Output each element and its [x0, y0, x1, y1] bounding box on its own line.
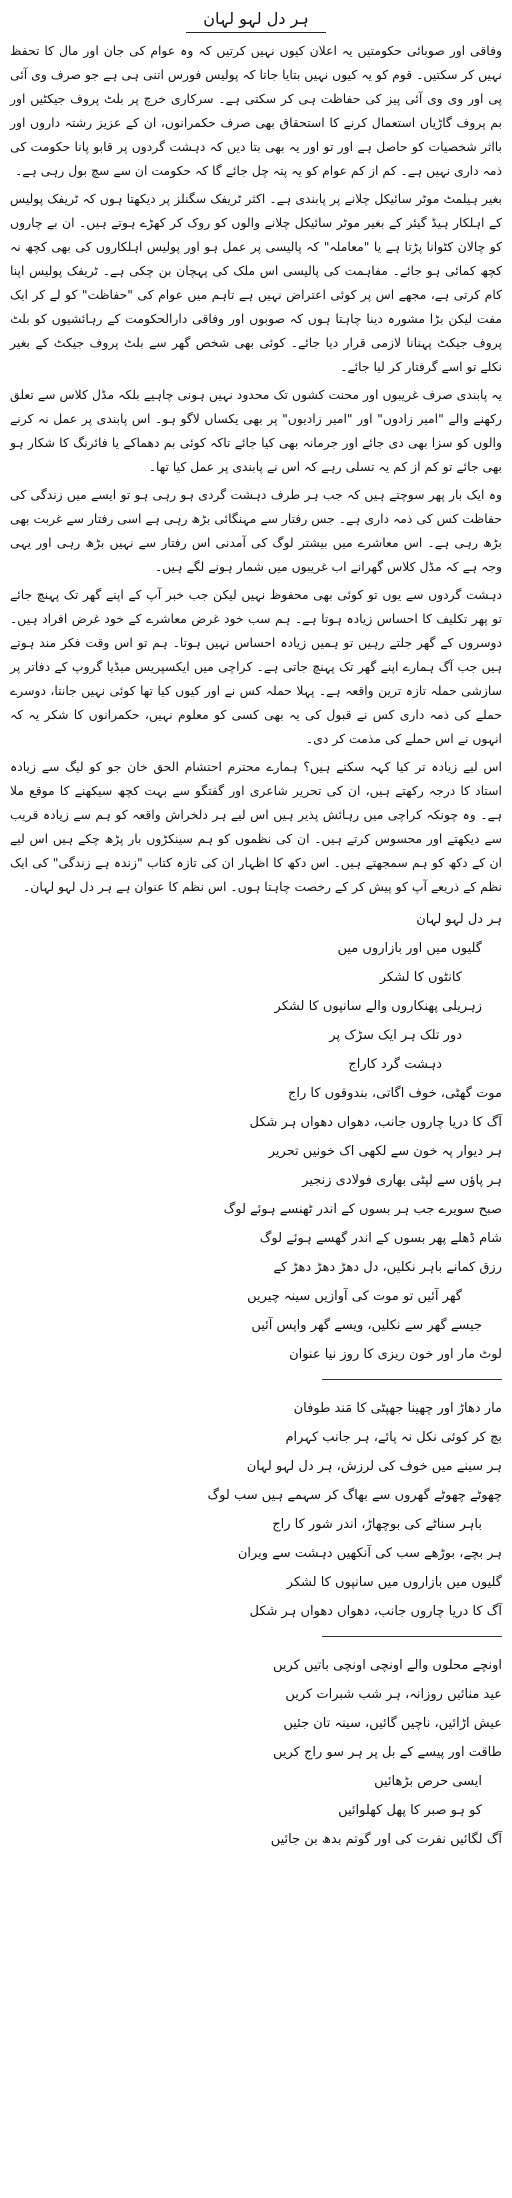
article-paragraph: یہ پابندی صرف غریبوں اور محنت کشوں تک محدود نہیں ہونی چاہیے بلکہ مڈل کلاس سے تعلق رکھنے والے "امیر زادوں" اور "امیر زادیوں" پر بھی یکساں لاگو ہو۔ اس پابندی پر عمل نہ کرنے والوں کو سزا بھی دی جائے اور جرمانہ بھی کیا جائے تاکہ کوئی بم دھماکے یا فائرنگ کا شکار ہو بھی جائے تو کم از کم یہ تسلی رہے کہ اس نے پابندی پر عمل کیا تھا۔ [10, 387, 502, 474]
poem-line: کانٹوں کا لشکر [379, 970, 462, 985]
poem-line: ہر دیوار پہ خون سے لکھی اک خونیں تحریر [268, 1144, 502, 1159]
poem-line: زہریلی پھنکاروں والے سانپوں کا لشکر [274, 999, 482, 1014]
poem-line: باہر سناٹے کی بوچھاڑ، اندر شور کا راج [272, 1517, 482, 1532]
poem-stanza [10, 905, 502, 1369]
stanza-divider [322, 1636, 502, 1637]
poem-line: آگ کا دریا چاروں جانب، دھواں دھواں ہر شکل [249, 1604, 502, 1619]
poem-line: دور تلک ہر ایک سڑک پر [329, 1028, 462, 1043]
poem-line: ایسی حرص بڑھائیں [374, 1774, 482, 1789]
poem-line: ہر سینے میں خوف کی لرزش، ہر دل لہو لہان [246, 1459, 502, 1474]
poem-line: ہر بچے، بوڑھے سب کی آنکھیں دہشت سے ویران [237, 1546, 502, 1561]
poem-line: عیش اڑائیں، ناچیں گائیں، سینہ تان جئیں [283, 1716, 502, 1731]
poem-line: ہر پاؤں سے لپٹی بھاری فولادی زنجیر [302, 1173, 502, 1188]
poem-line: موت گھٹی، خوف اگاتی، بندوقوں کا راج [287, 1086, 502, 1101]
poem-line: عید منائیں روزانہ، ہر شب شبرات کریں [285, 1687, 502, 1702]
article-paragraph: دہشت گردوں سے یوں تو کوئی بھی محفوظ نہیں لیکن جب خبر آپ کے اپنے گھر تک پہنچ جائے تو پھر تکلیف کا احساس زیادہ ہوتا ہے۔ ہم سب خود غرض معاشرے کے خود غرض افراد ہیں۔ دوسروں کے گھر جلتے رہیں تو ہمیں زیادہ احساس نہیں ہوتا۔ ہم تو اس وقت فکر مند ہوتے ہیں جب آگ ہمارے اپنے گھر تک پہنچ جاتی ہے۔ کراچی میں ایکسپریس میڈیا گروپ کے دفاتر پر سازشی حملہ تازہ ترین واقعہ ہے۔ پہلا حملہ کس نے اور کیوں کیا تھا کوئی نہیں جانتا، دوسرے حملے کی ذمہ داری کس نے قبول کی یہ بھی کسی کو معلوم نہیں، حکمرانوں کا شکر یہ کہ انہوں نے اس حملے کی مذمت کر دی۔ [10, 587, 502, 746]
poem-line: طاقت اور پیسے کے بل پر ہر سو راج کریں [272, 1745, 502, 1760]
article-title: ہر دل لہو لہان [186, 8, 326, 33]
poem-stanza [10, 1394, 502, 1626]
poem-line: آگ کا دریا چاروں جانب، دھواں دھواں ہر شکل [249, 1115, 502, 1130]
poem-line: مار دھاڑ اور چھینا جھپٹی کا مَند طوفان [293, 1401, 502, 1416]
poem-line: صبح سویرے جب ہر بسوں کے اندر ٹھنسے ہوئے لوگ [223, 1202, 502, 1217]
poem-line: چھوٹے چھوٹے گھروں سے بھاگ کر سہمے ہیں سب لوگ [207, 1488, 502, 1503]
poem-line: ہر دل لہو لہان [416, 912, 502, 927]
article-paragraph: اس لیے زیادہ تر کیا کہہ سکتے ہیں؟ ہمارے محترم احتشام الحق خان جو کو لیگ سے زیادہ استاد کا درجہ رکھتے ہیں، ان کی تحریر شاعری اور گفتگو سے بہت کچھ سیکھنے کا موقع ملا ہے۔ وہ چونکہ کراچی میں رہائش پذیر ہیں اس لیے ہر دلخراش واقعہ کو ہم سے زیادہ قریب سے دیکھتے اور محسوس کرتے ہیں۔ ان کی نظموں کو ہم سینکڑوں بار پڑھ چکے ہیں اس لیے ان کے دکھ کو ہم سمجھتے ہیں۔ اس دکھ کا اظہار ان کی تازہ کتاب "زندہ ہے زندگی" کی ایک نظم کے ذریعے آپ کو پیش کر کے رخصت چاہتا ہوں۔ اس نظم کا عنوان ہے ہر دل لہو لہان۔ [10, 759, 502, 894]
poem-line: شام ڈھلے پھر بسوں کے اندر گھسے ہوئے لوگ [259, 1231, 502, 1246]
poem-line: رزق کمانے باہر نکلیں، دل دھڑ دھڑ دھڑ کے [273, 1260, 502, 1275]
poem-line: اونچے محلوں والے اونچی اونچی باتیں کریں [272, 1658, 502, 1673]
poem [10, 905, 502, 1854]
poem-line: لوٹ مار اور خون ریزی کا روز نیا عنوان [289, 1347, 502, 1362]
article-paragraph: وہ ایک بار پھر سوچتے ہیں کہ جب ہر طرف دہشت گردی ہو رہی ہو تو ایسے میں زندگی کی حفاظت کس کی ذمہ داری ہے۔ جس رفتار سے مہنگائی بڑھ رہی ہے اسی رفتار سے غربت بھی بڑھ رہی ہے۔ اس معاشرے میں بیشتر لوگ کی آمدنی اس رفتار سے نہیں بڑھ رہی اور یہی وجہ ہے کہ مڈل کلاس گھرانے اب غریبوں میں شمار ہونے لگے ہیں۔ [10, 487, 502, 574]
poem-line: گلیوں میں اور بازاروں میں [337, 941, 482, 956]
poem-line: آگ لگائیں نفرت کی اور گوتم بدھ بن جائیں [270, 1832, 502, 1847]
poem-line: بچ کر کوئی نکل نہ پائے، ہر جانب کہرام [285, 1430, 502, 1445]
poem-line: جیسے گھر سے نکلیں، ویسے گھر واپس آئیں [251, 1318, 482, 1333]
poem-line: دہشت گرد کاراج [348, 1057, 442, 1072]
poem-line: گلیوں میں بازاروں میں سانپوں کا لشکر [286, 1575, 502, 1590]
poem-line: کو ہو صبر کا پھل کھلوائیں [338, 1803, 482, 1818]
article-body [10, 39, 502, 899]
article-paragraph: وفاقی اور صوبائی حکومتیں یہ اعلان کیوں نہیں کرتیں کہ وہ عوام کی جان اور مال کا تحفظ نہیں کر سکتیں۔ قوم کو یہ کیوں نہیں بتایا جاتا کہ پولیس فورس اتنی ہی ہے جو صرف وی آئی پی اور وی وی آئی پیز کی حفاظت ہی کر سکتی ہے۔ سرکاری خرچ پر بلٹ پروف جیکٹیں اور بم پروف گاڑیاں استعمال کرنے کا استحقاق بھی صرف حکمرانوں، ان کے عزیز رشتہ داروں اور بااثر شخصیات کو حاصل ہے اور تو اور یہ بھی بتا دیں کہ دہشت گردوں پر قابو پانا حکومت کی ذمہ داری نہیں ہے۔ کم از کم عوام کو یہ پتہ چل جائے گا کہ حکومت ان سے سچ بول رہی ہے۔ [10, 43, 502, 178]
poem-stanza [10, 1651, 502, 1854]
stanza-divider [322, 1379, 502, 1380]
poem-line: گھر آئیں تو موت کی آوازیں سینہ چیریں [247, 1289, 462, 1304]
article-paragraph: بغیر ہیلمٹ موٹر سائیکل چلانے پر پابندی ہے۔ اکثر ٹریفک سگنلز پر دیکھتا ہوں کہ ٹریفک پولیس کے اہلکار ہیڈ گیئر کے بغیر موٹر سائیکل چلانے والوں کو روک کر کھڑے ہوتے ہیں۔ ان بے چاروں کو چالان کٹوانا پڑتا ہے یا "معاملہ" کہ پالیسی پر عمل ہو اور پولیس اہلکاروں کی بھی کچھ نہ کچھ کمائی ہو جائے۔ مفاہمت کی پالیسی اس ملک کی پہچان بن چکی ہے۔ ٹریفک پولیس اپنا کام کرتی ہے، مجھے اس پر کوئی اعتراض نہیں ہے تاہم میں عوام کی "حفاظت" کو لے کر ایک مفت لیکن بڑا مشورہ دینا چاہتا ہوں کہ صوبوں اور وفاقی دارالحکومت کے رہائشیوں کو بلٹ پروف جیکٹ پہنانا لازمی قرار دیا جائے۔ کوئی بھی شخص گھر سے بلٹ پروف جیکٹ کے بغیر نکلے تو اسے گرفتار کر لیا جائے۔ [10, 191, 502, 374]
